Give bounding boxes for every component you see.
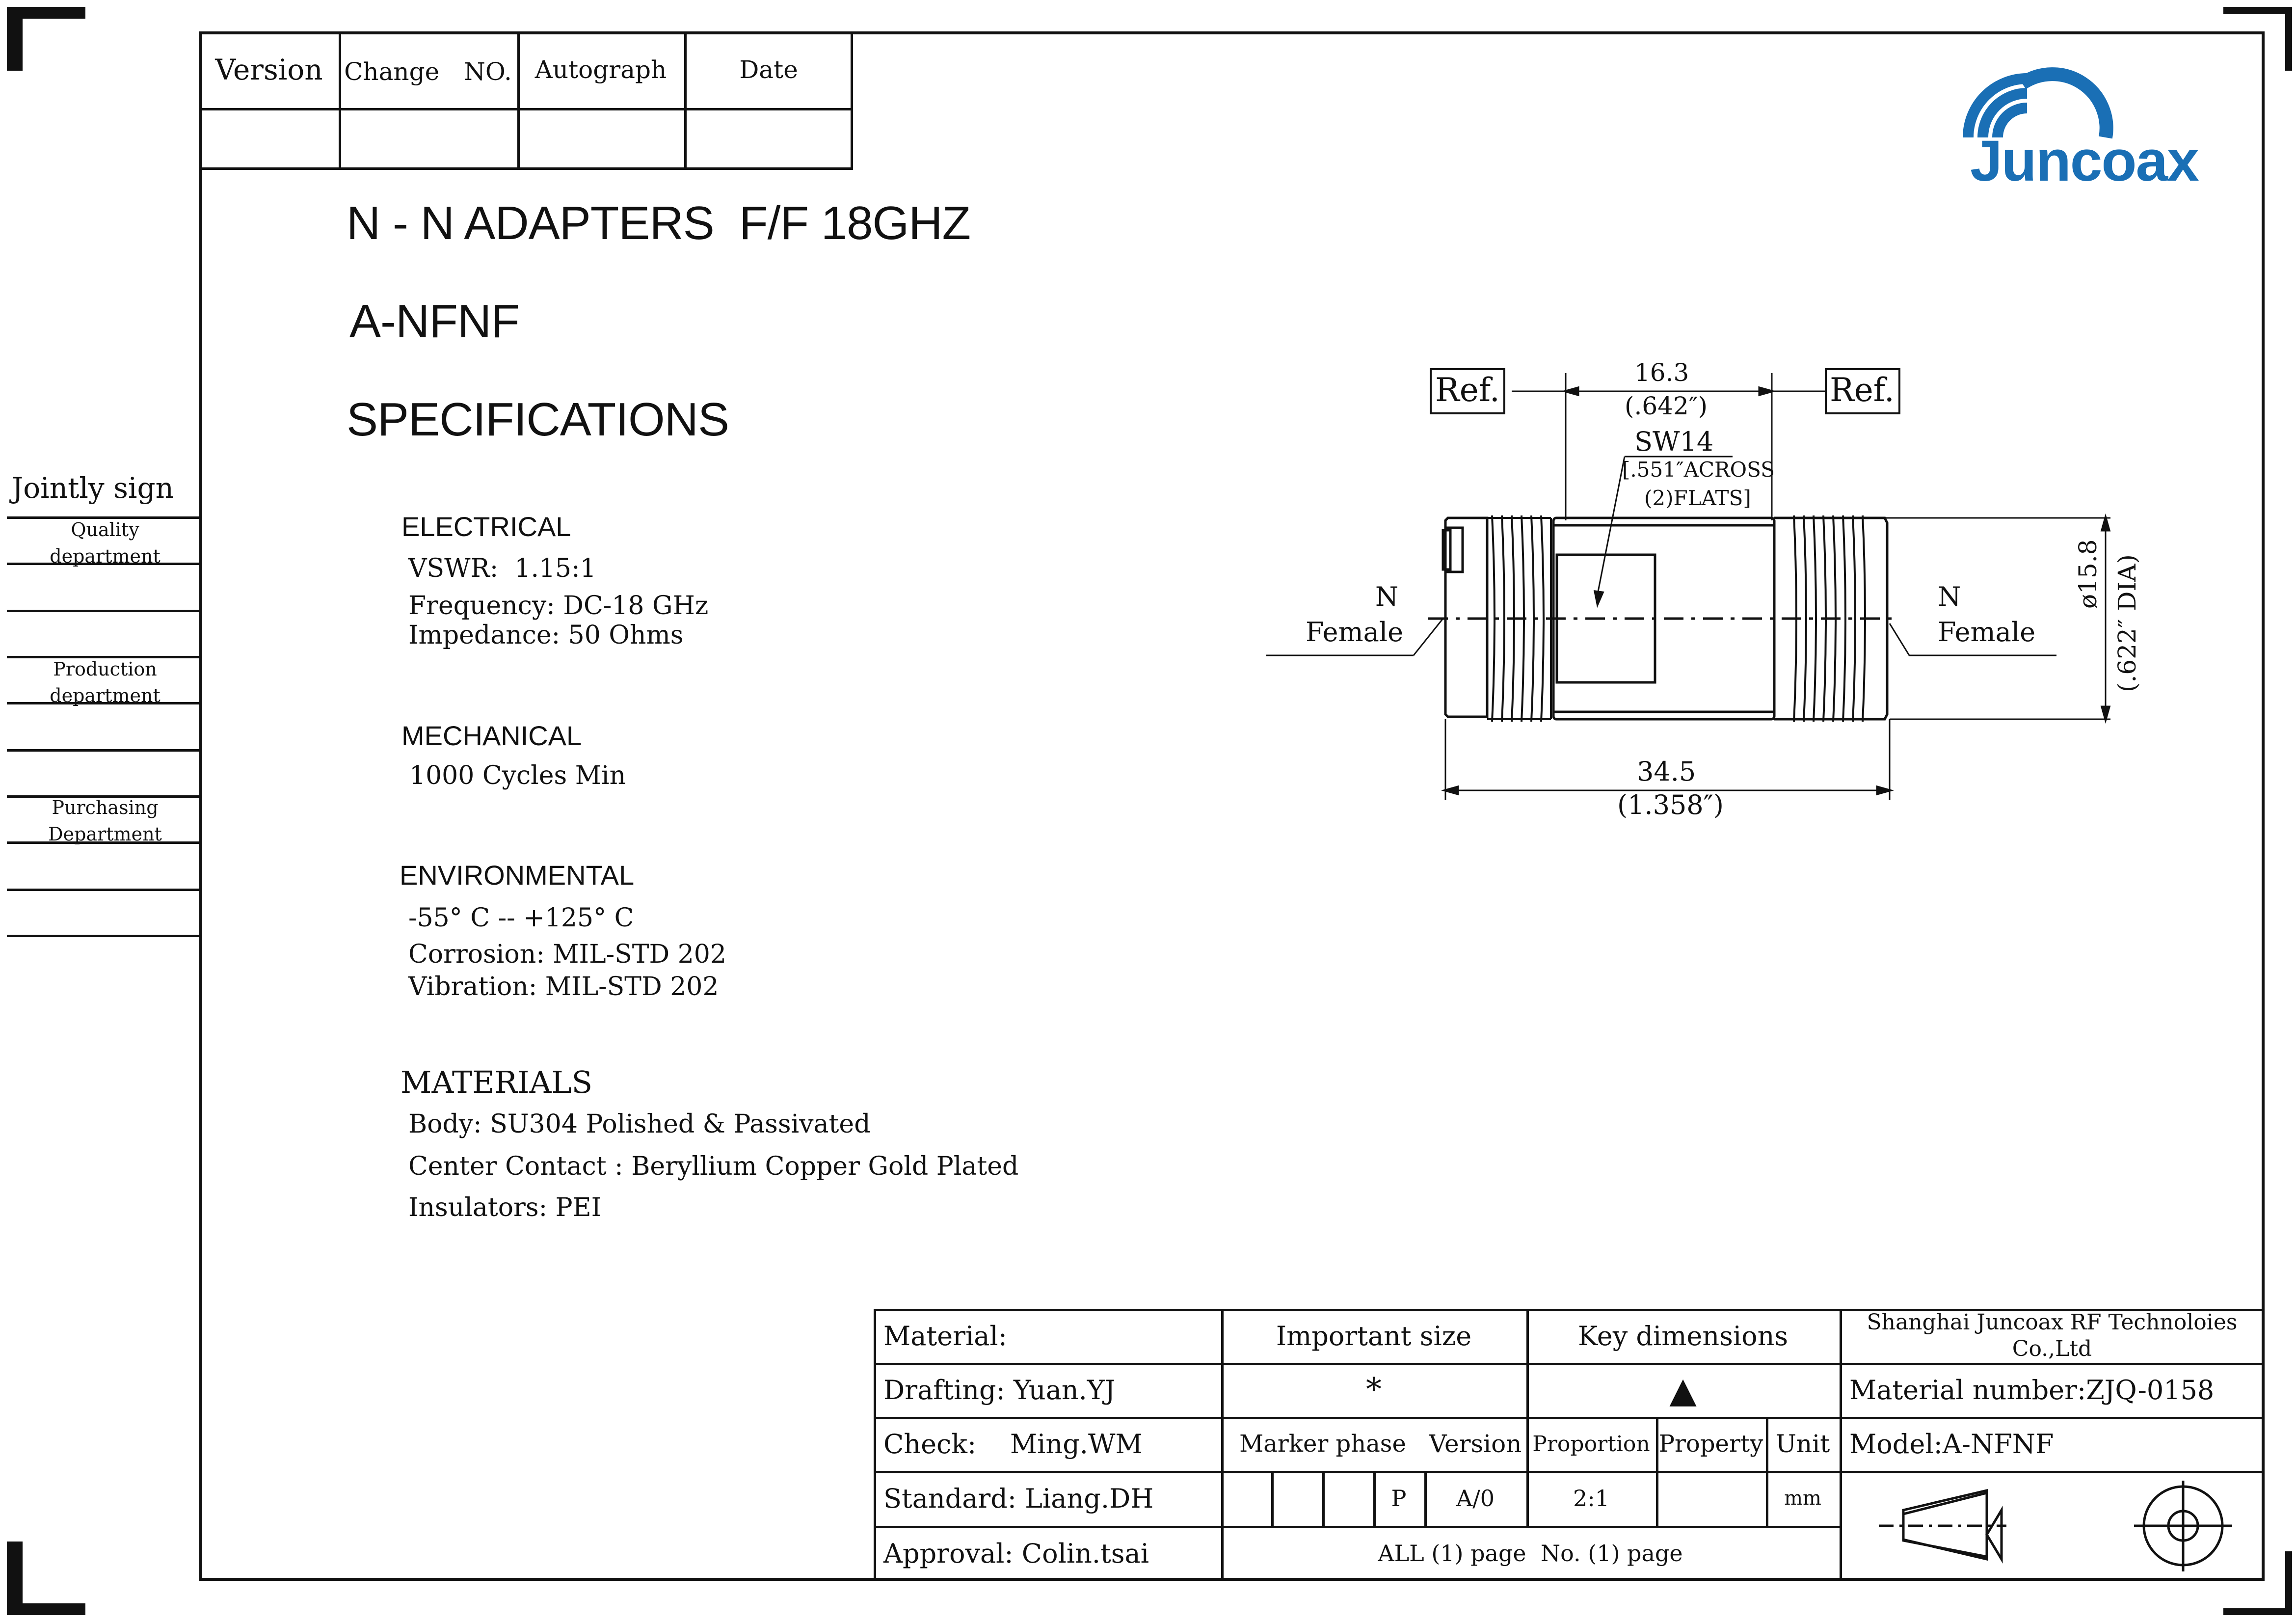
adapter-drawing [1256, 344, 2169, 835]
environmental-heading: ENVIRONMENTAL [400, 860, 635, 891]
approval-field: Approval: Colin.tsai [883, 1538, 1149, 1569]
materials-heading: MATERIALS [400, 1064, 593, 1100]
title-block [874, 1309, 2265, 1581]
purchasing-department-label: Purchasing Department [48, 797, 162, 845]
unit-value: mm [1784, 1487, 1821, 1510]
dim-length-mm: 16.3 [1634, 358, 1689, 387]
page-count: ALL (1) page No. (1) page [1378, 1540, 1683, 1567]
revision-header-autograph: Autograph [534, 55, 667, 84]
materials-line-body: Body: SU304 Polished & Passivated [408, 1109, 871, 1139]
jointly-sign-sidebar [7, 471, 199, 943]
environmental-line-corrosion: Corrosion: MIL-STD 202 [408, 940, 726, 969]
materials-line-insulators: Insulators: PEI [408, 1193, 602, 1222]
logo-text: Juncoax [1970, 129, 2198, 193]
important-size-header: Important size [1276, 1320, 1472, 1352]
diameter-mm: ø15.8 [2074, 539, 2102, 609]
revision-header-date: Date [739, 55, 798, 84]
version-value: A/0 [1456, 1485, 1495, 1512]
wrench-size-label: SW14 [1634, 426, 1714, 457]
environmental-line-temperature: -55° C -- +125° C [408, 903, 634, 933]
key-dimension-symbol: ▲ [1669, 1369, 1697, 1410]
revision-table [199, 31, 853, 170]
version-header: Version [1429, 1430, 1522, 1458]
company-name: Shanghai Juncoax RF Technoloies Co.,Ltd [1867, 1310, 2238, 1361]
jointly-sign-title: Jointly sign [12, 471, 174, 505]
material-number: Material number:ZJQ-0158 [1849, 1374, 2215, 1406]
right-connector-label-n: N [1938, 581, 1961, 612]
right-connector-label-female: Female [1938, 617, 2036, 648]
model-field: Model:A-NFNF [1849, 1428, 2054, 1460]
revision-header-change-no: Change NO. [344, 57, 512, 86]
environmental-line-vibration: Vibration: MIL-STD 202 [408, 972, 719, 1001]
check-field: Check: Ming.WM [883, 1428, 1143, 1460]
materials-line-center-contact: Center Contact : Beryllium Copper Gold Plated [408, 1152, 1019, 1181]
phase-p-value: P [1391, 1485, 1407, 1512]
marker-phase-header: Marker phase [1239, 1430, 1406, 1458]
first-angle-projection-icon [1840, 1471, 2265, 1581]
key-dimensions-header: Key dimensions [1577, 1320, 1789, 1352]
ref-left-label: Ref. [1435, 371, 1500, 409]
proportion-header: Proportion [1532, 1431, 1650, 1457]
proportion-value: 2:1 [1573, 1485, 1610, 1512]
corner-mark-top-left [7, 7, 85, 71]
specifications-title: SPECIFICATIONS [347, 393, 729, 446]
model-title: A-NFNF [349, 295, 519, 348]
important-size-symbol: * [1366, 1372, 1382, 1408]
mechanical-line-cycles: 1000 Cycles Min [409, 761, 626, 790]
diameter-in: (.622″ DIA) [2113, 554, 2141, 692]
revision-header-version: Version [215, 53, 323, 86]
corner-mark-bottom-left [7, 1542, 85, 1615]
production-department-label: Production department [50, 658, 160, 706]
electrical-heading: ELECTRICAL [401, 511, 571, 542]
quality-department-label: Quality department [50, 519, 160, 567]
dim-overall-in: (1.358″) [1617, 789, 1724, 820]
juncoax-logo [1963, 54, 2238, 191]
product-title: N - N ADAPTERS F/F 18GHZ [347, 197, 971, 249]
ref-right-label: Ref. [1830, 371, 1895, 409]
property-header: Property [1658, 1430, 1763, 1458]
wrench-note-line-1: [.551″ACROSS [1622, 458, 1775, 482]
dim-length-in: (.642″) [1625, 392, 1708, 420]
electrical-line-frequency: Frequency: DC-18 GHz [408, 591, 709, 621]
left-connector-label-n: N [1375, 581, 1399, 612]
electrical-line-impedance: Impedance: 50 Ohms [408, 621, 684, 650]
electrical-line-vswr: VSWR: 1.15:1 [408, 554, 596, 583]
mechanical-heading: MECHANICAL [401, 720, 582, 751]
material-label: Material: [883, 1320, 1007, 1352]
left-connector-label-female: Female [1306, 617, 1404, 648]
unit-header: Unit [1775, 1430, 1830, 1458]
wrench-note-line-2: (2)FLATS] [1644, 486, 1751, 510]
drafting-field: Drafting: Yuan.YJ [883, 1374, 1116, 1406]
standard-field: Standard: Liang.DH [883, 1483, 1154, 1514]
dim-overall-mm: 34.5 [1637, 756, 1696, 787]
